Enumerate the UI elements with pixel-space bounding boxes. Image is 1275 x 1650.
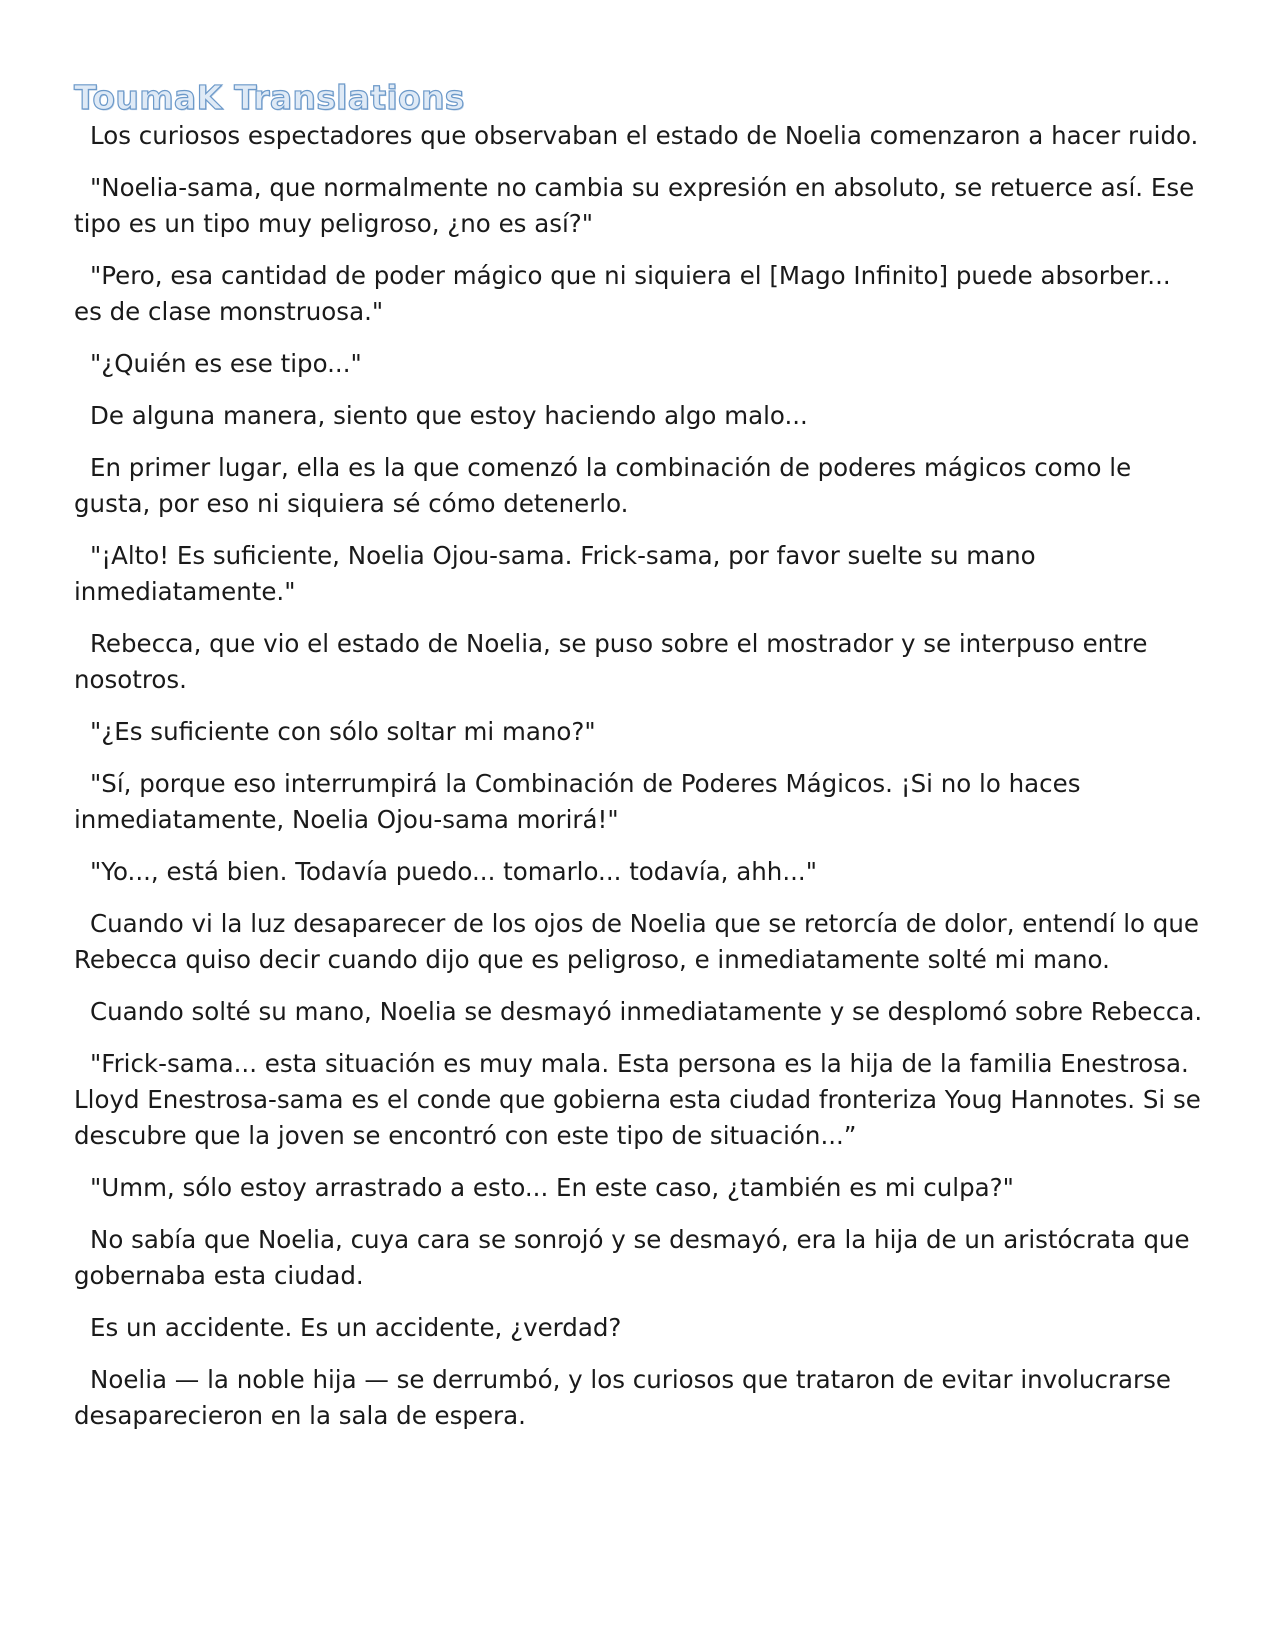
paragraph: De alguna manera, siento que estoy haciendo algo malo... (90, 401, 808, 430)
paragraph: Noelia — la noble hija — se derrumbó, y los curiosos que trataron de evitar involucrarse desaparecieron en la sala de espera. (74, 1365, 1171, 1430)
paragraph: Los curiosos espectadores que observaban el estado de Noelia comenzaron a hacer ruido. (90, 121, 1199, 150)
paragraph: Rebecca, que vio el estado de Noelia, se puso sobre el mostrador y se interpuso entre nosotros. (74, 629, 1148, 694)
paragraph: "Frick-sama... esta situación es muy mala. Esta persona es la hija de la familia Enestrosa. Lloyd Enestrosa-sama es el conde que gobierna esta ciudad fronteriza Youg Hannotes. Si se descubre que la joven se encontró con este tipo de situación...” (74, 1049, 1201, 1150)
paragraph: Es un accidente. Es un accidente, ¿verdad? (90, 1313, 622, 1342)
document-page (74, 76, 1204, 1450)
paragraph: Cuando vi la luz desaparecer de los ojos de Noelia que se retorcía de dolor, entendí lo que Rebecca quiso decir cuando dijo que es peligroso, e inmediatamente solté mi mano. (74, 909, 1199, 974)
paragraph: "Yo..., está bien. Todavía puedo... tomarlo... todavía, ahh..." (90, 857, 817, 886)
paragraph: "Umm, sólo estoy arrastrado a esto... En este caso, ¿también es mi culpa?" (90, 1173, 1014, 1202)
paragraph: En primer lugar, ella es la que comenzó la combinación de poderes mágicos como le gusta, por eso ni siquiera sé cómo detenerlo. (74, 453, 1132, 518)
paragraph: No sabía que Noelia, cuya cara se sonrojó y se desmayó, era la hija de un aristócrata que gobernaba esta ciudad. (74, 1225, 1190, 1290)
paragraph: "¿Quién es ese tipo..." (90, 349, 362, 378)
translator-brand-title: ToumaK Translations (74, 78, 465, 117)
paragraph: "¡Alto! Es suficiente, Noelia Ojou-sama. Frick-sama, por favor suelte su mano inmediatamente." (74, 541, 1036, 606)
paragraph: "Sí, porque eso interrumpirá la Combinación de Poderes Mágicos. ¡Si no lo haces inmediatamente, Noelia Ojou-sama morirá!" (74, 769, 1081, 834)
paragraph: "Noelia-sama, que normalmente no cambia su expresión en absoluto, se retuerce así. Ese tipo es un tipo muy peligroso, ¿no es así?" (74, 173, 1195, 238)
paragraph: "¿Es suficiente con sólo soltar mi mano?" (90, 717, 596, 746)
paragraph: Cuando solté su mano, Noelia se desmayó inmediatamente y se desplomó sobre Rebecca. (90, 997, 1203, 1026)
paragraph: "Pero, esa cantidad de poder mágico que ni siquiera el [Mago Infinito] puede absorber... es de clase monstruosa." (74, 261, 1171, 326)
